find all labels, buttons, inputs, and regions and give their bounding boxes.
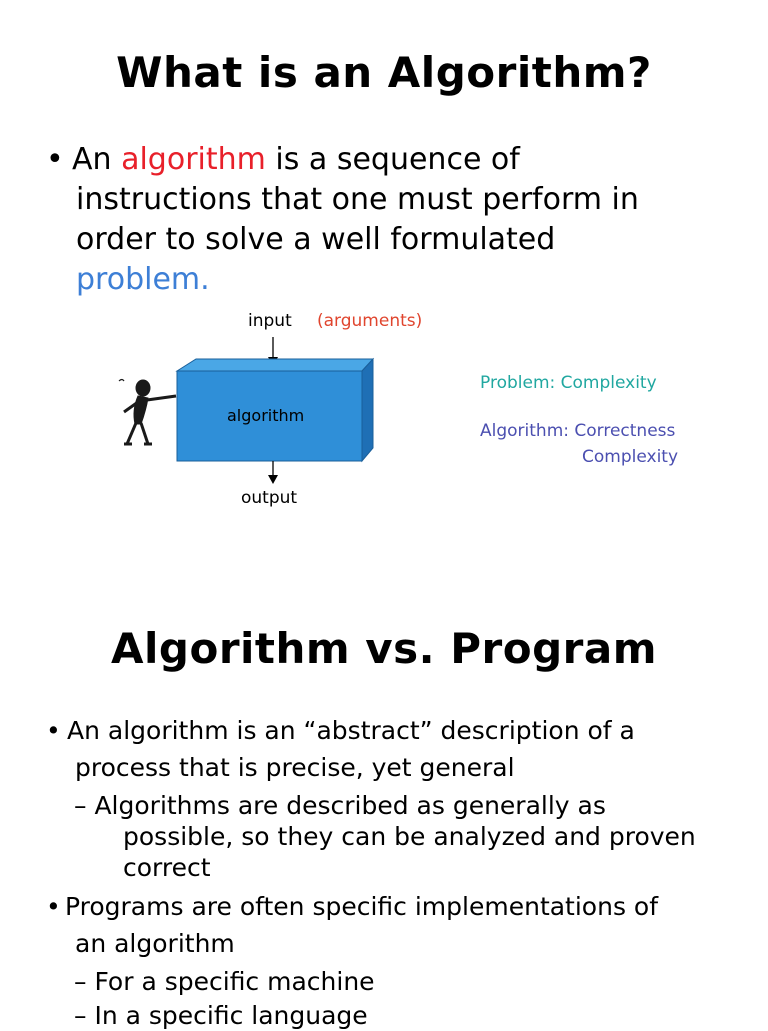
- slide2-bullet-1: [46, 712, 635, 786]
- sub-2-line-1: – For a specific machine: [74, 967, 375, 996]
- bullet-text-suffix: is a sequence of: [265, 142, 520, 177]
- sub-1-line-1: – Algorithms are described as generally as: [74, 791, 606, 820]
- slide1-title: What is an Algorithm?: [116, 48, 652, 97]
- output-arrowhead: [268, 475, 278, 484]
- problem-highlight: problem: [76, 262, 201, 297]
- bullet-text-prefix: An: [72, 142, 122, 177]
- output-label: output: [241, 488, 298, 508]
- sub-1-line-3: correct: [123, 853, 211, 882]
- arguments-label: (arguments): [317, 311, 423, 331]
- algorithm-highlight: algorithm: [121, 142, 266, 177]
- sub-3-line-1: – In a specific language: [74, 1001, 368, 1030]
- problem-period: .: [200, 262, 210, 297]
- bullet-line-2: instructions that one must perform in: [76, 182, 639, 217]
- algorithm-correctness-note: Algorithm: Correctness: [480, 421, 676, 441]
- person-figure: [119, 380, 176, 445]
- bullet-1-line-2: process that is precise, yet general: [75, 753, 515, 782]
- slide2-bullet-2: [46, 888, 658, 962]
- slide2-title: Algorithm vs. Program: [111, 624, 657, 673]
- bullet-2-line-2: an algorithm: [75, 929, 235, 958]
- input-label: input: [248, 311, 292, 331]
- slide2-sub-bullet-2: [74, 966, 375, 997]
- bullet-dot: •: [46, 716, 61, 745]
- bullet-dot: •: [46, 142, 64, 177]
- bullet-dot: •: [46, 892, 61, 921]
- bullet-2-line-1: Programs are often specific implementations of: [65, 892, 659, 921]
- bullet-1-line-1: An algorithm is an “abstract” description of a: [67, 716, 635, 745]
- algorithm-complexity-note: Complexity: [582, 447, 679, 467]
- slide2-sub-bullet-3: [74, 1000, 368, 1031]
- problem-complexity-note: Problem: Complexity: [480, 373, 657, 393]
- box-label: algorithm: [227, 406, 305, 425]
- slide2-sub-bullet-1: [74, 790, 696, 883]
- bullet-line-3: order to solve a well formulated: [76, 222, 556, 257]
- sub-1-line-2: possible, so they can be analyzed and proven: [123, 822, 696, 851]
